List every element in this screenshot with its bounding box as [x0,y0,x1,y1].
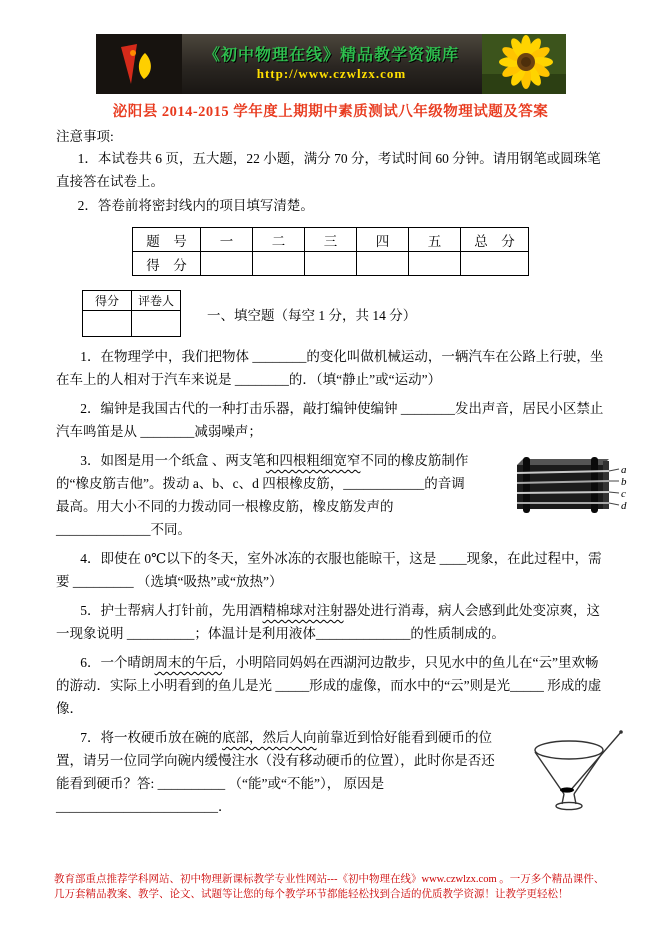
question-5 [56,599,605,645]
grader-score-label: 得分 [83,291,132,311]
guitar-label-c: c [621,488,627,500]
guitar-label-a: a [621,464,627,476]
logo-icon [111,41,167,87]
score-empty-cell [461,252,529,276]
notice-heading: 注意事项: [56,129,114,144]
question-7-text-wavy: 底部，然后人向 [222,730,317,745]
score-header-cell: 三 [305,228,357,252]
question-6-text-pre: 6．一个晴朗 [80,655,155,670]
question-7-text-pre: 7．将一枚硬币放在碗的 [80,730,223,745]
question-5-text-post: 器处进行消毒，病人会感到此处变凉爽，这一现象说明 __________；体温计是利用液体______________的性质制成的。 [56,603,601,641]
banner-url: http://www.czwlzx.com [256,65,407,81]
score-empty-cell [253,252,305,276]
score-empty-cell [357,252,409,276]
grader-person-label: 评卷人 [132,291,181,311]
question-6 [56,651,605,720]
question-1: 1．在物理学中，我们把物体 ________的变化叫做机械运动，一辆汽车在公路上行驶，坐在车上的人相对于汽车来说是 ________的．（填“静止”或“运动”） [56,349,604,387]
guitar-label-b: b [621,476,627,488]
notice-item-2: 2．答卷前将密封线内的项目填写清楚。 [77,198,314,213]
footer-line-2: 几万套精品教案、教学、论文、试题等让您的每个教学环节都能轻松找到合适的优质教学资源！让教学更轻松！ [54,889,569,900]
site-logo [96,34,182,94]
site-footer [54,872,625,902]
grader-empty-cell [83,311,132,337]
page-title: 泌阳县 2014-2015 学年度上期期中素质测试八年级物理试题及答案 [112,104,549,120]
question-7 [56,726,605,818]
question-5-text-wavy: 精棉球对注射 [262,603,344,618]
grader-empty-cell [132,311,181,337]
score-table-header-row [133,228,529,252]
question-6-text-wavy: 周末的午后 [154,655,223,670]
question-3-text-pre: 3．如图是用一个纸盒 、两支笔 [80,453,266,468]
question-5-text-pre: 5．护士帮病人打针前，先用酒 [80,603,263,618]
score-header-cell: 总 分 [461,228,529,252]
site-banner [96,34,566,94]
score-table-score-row [133,252,529,276]
rubber-band-guitar-image [511,449,629,521]
section-1-heading: 一、填空题（每空 1 分，共 14 分） [207,307,417,323]
question-4: 4．即使在 0℃以下的冬天，室外冰冻的衣服也能晾干，这是 ____现象，在此过程中，需要 _________ （选填“吸热”或“放热”） [56,551,602,589]
score-label-cell: 得 分 [133,252,201,276]
score-header-cell: 一 [201,228,253,252]
score-header-cell: 二 [253,228,305,252]
score-empty-cell [201,252,253,276]
score-table [132,227,529,276]
banner-title: 《初中物理在线》精品教学资源库 [203,46,459,64]
question-3 [56,449,627,541]
footer-line-1: 教育部重点推荐学科网站、初中物理新课标教学专业性网站---《初中物理在线》www.czwlzx.com 。一万多个精品课件、 [54,874,605,885]
sunflower-image [482,34,566,94]
question-3-text-post: 不同的橡皮筋制作的“橡皮筋吉他”。拨动 a、b、c、d 四根橡皮筋，____________的音调最高。用大小不同的力拨动同一根橡皮筋，橡皮筋发声的______________不同。 [56,453,469,537]
score-header-cell: 四 [357,228,409,252]
question-3-text-wavy: 和四根粗细宽窄 [265,453,361,468]
question-7-text-post: 前靠近到恰好能看到硬币的位置，请另一位同学向碗内缓慢注水（没有移动硬币的位置），此时你是否还能看到硬币？答: __________ （“能”或“不能”）， 原因是________________________． [56,730,495,814]
bowl-coin-image [527,728,629,822]
figure-bowl-coin [503,728,605,822]
score-header-cell: 题 号 [133,228,201,252]
question-2: 2．编钟是我国古代的一种打击乐器，敲打编钟使编钟 ________发出声音，居民小区禁止汽车鸣笛是从 ________减弱噪声； [56,401,604,439]
score-empty-cell [409,252,461,276]
question-6-text-post: ，小明陪同妈妈在西湖河边散步，只见水中的鱼儿在“云”里欢畅的游动．实际上小明看到的鱼儿是光 _____形成的虚像，而水中的“云”则是光_____ 形成的虚像． [56,655,602,716]
score-header-cell: 五 [409,228,461,252]
grader-box [82,290,181,337]
sunflower-icon [482,34,566,94]
score-empty-cell [305,252,357,276]
figure-rubber-band-guitar [487,449,627,521]
notice-item-1: 1．本试卷共 6 页，五大题，22 小题，满分 70 分，考试时间 60 分钟。请用钢笔或圆珠笔直接答在试卷上。 [56,151,601,189]
guitar-label-d: d [621,500,627,512]
